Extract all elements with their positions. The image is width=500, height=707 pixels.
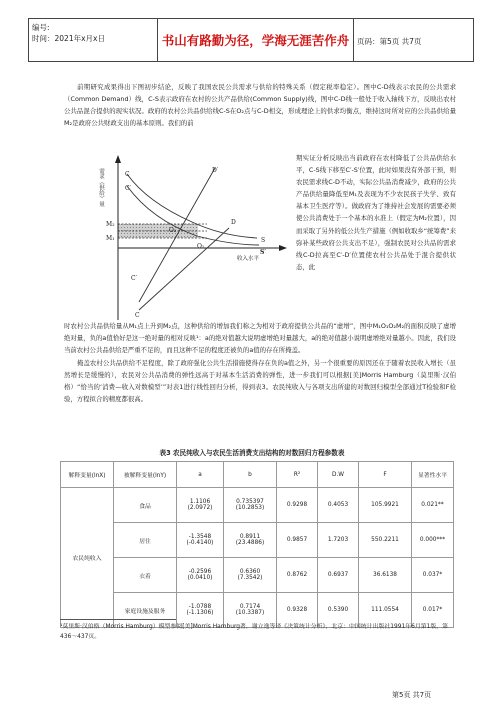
b-value: 0.8911 [239, 534, 261, 540]
b-t-value: (23.4886) [235, 540, 265, 546]
table-row [61, 523, 454, 558]
a-value: -1.3548 [188, 534, 212, 540]
header-number: 编号: [32, 23, 50, 32]
y-axis-label: 需求（供给）量 [98, 168, 104, 207]
table-cell-r2: 0.9298 [277, 488, 318, 523]
table-cell-a [177, 523, 224, 558]
header-meta [32, 22, 105, 44]
table-header: a [177, 462, 224, 488]
x-axis-label: 收入水平 [237, 256, 260, 262]
label-c-top: C [125, 171, 130, 178]
table-header: 解释变量(lnX) [61, 462, 114, 488]
label-m2: M₂ [106, 221, 115, 228]
table-cell-f: 105.9921 [359, 488, 412, 523]
table-caption: 表3 农民纯收入与农民生活消费支出结构的对数回归方程参数表 [159, 449, 345, 457]
label-c-prime-bottom: C′ [131, 275, 137, 282]
table-header: b [224, 462, 277, 488]
label-s: S [261, 237, 266, 244]
paragraph-1: 前期研究成果得出下图初步结论，反映了我国农民公共需求与供给的特殊关系（假定税率稳定）。图中C-D线表示农民的公共需求（Common Demand）线，C-S表示政府在农村的公共产品供给(Common Supply)线，图中C-D线一般处于收入轴线下方，反映出农村公共品混合提供的现实状况。政府的农村公共品供给线C-S在O₂点与C-D相交，形成理论上的供求均衡点，维持这时所对应的公共品供给量M₂是政府公共财政支出的基本原则。我们的前 [64, 83, 456, 128]
table-cell-a [177, 488, 224, 523]
table-cell-name: 食品 [114, 488, 177, 523]
table-cell-f: 550.2211 [359, 523, 412, 558]
label-c-bottom: C [135, 312, 140, 319]
label-c-prime-top: C′ [125, 185, 131, 192]
label-d-prime: D′ [212, 167, 219, 174]
table-row [61, 488, 454, 523]
b-value: 0.735397 [236, 499, 264, 505]
footnote-divider [60, 619, 176, 620]
b-t-value: (10.2853) [235, 505, 265, 511]
a-value: -0.2596 [188, 569, 212, 575]
table-cell-r2: 0.8762 [277, 558, 318, 593]
table-header: R² [277, 462, 318, 488]
header-motto: 书山有路勤为径，学海无涯苦作舟 [157, 19, 354, 61]
table-header: 被解释变量(lnY) [114, 462, 177, 488]
paragraph-4: 掩盖农村公共品供给不足程度，除了政府强化公共生活措施使得存在负的a值之外，另一个很重要的原因还在于随着农民收入增长（虽然增长是缓慢的），农民对公共品消费的弹性远高于对基本生活消费的弹性，进一步我们可以根据[美]Morris Hamburg（莫里斯·汉伯格）“恰当的‘消费—收入对数模型’”对表1进行线性回归分析，得到表3。农民纯收入与各项支出所建的对数回归模型全部通过T检验和F检验，方程拟合的精度都很高。 [64, 359, 456, 404]
table-header: F [359, 462, 412, 488]
table-group-label: 农民纯收入 [61, 488, 114, 628]
paragraph-2: 期实证分析反映出当前政府在农村降低了公共品供给水平，C-S线下移至C′-S′位置，此时如果没有外部干预，则农民需求线C-D不动，实际公共品消费减少，政府的公共产品供给量降低至M₁及表现为不少农民孩子失学、致有基本卫生医疗等）。做政府为了维持社会发展的需要必须使公共消费处于一个基本的水准上（假定为M₂位置），因而采取了另外的低公共生产措施（例如收取乡“统筹费”来弥补某些政府公共支出不足），强制农民对公共品的需求线C-D拉高至C′-D′位置使农村公共品处于混合提供状态，此 [296, 154, 456, 271]
a-t-value: (2.0972) [187, 505, 213, 511]
header-date: 时间：2021年x月x日 [32, 34, 105, 43]
table-cell-name: 家庭设施及服务 [114, 593, 177, 628]
table-cell-sig: 0.037* [412, 558, 454, 593]
label-o2: O₂ [169, 227, 177, 234]
label-s-prime: S′ [260, 249, 266, 256]
header-page: 页码：第5页 共7页 [357, 37, 422, 46]
a-t-value: (-1.1306) [186, 610, 214, 616]
footnote: ¹莫里斯·汉伯格（Morris Hamburg）模型参阅[美]Morris Hamburg著，谢立逸等译《决策统计分析》，北京：中国统计出版社1991年6月第1版，第436～437页。 [60, 624, 449, 640]
table-cell-sig: 0.021** [412, 488, 454, 523]
table-cell-name: 衣着 [114, 558, 177, 593]
b-t-value: (10.3387) [235, 610, 265, 616]
table-cell-b [224, 523, 277, 558]
table-cell-dw: 0.4053 [318, 488, 359, 523]
table-cell-sig: 0.000*** [412, 523, 454, 558]
table-header-row [61, 462, 454, 488]
table-cell-dw: 0.5390 [318, 593, 359, 628]
table-cell-dw: 0.6937 [318, 558, 359, 593]
table-cell-r2: 0.9328 [277, 593, 318, 628]
table-cell-sig: 0.017* [412, 593, 454, 628]
table-cell-b [224, 558, 277, 593]
y-axis-arrow [115, 155, 121, 163]
x-axis-arrow [279, 245, 287, 251]
demand-supply-figure [97, 152, 289, 324]
table-header: 显著性水平 [412, 462, 454, 488]
table-cell-r2: 0.9857 [277, 523, 318, 558]
page-header [28, 18, 474, 62]
table-row [61, 558, 454, 593]
table-cell-name: 居住 [114, 523, 177, 558]
table-cell-a [177, 558, 224, 593]
table-cell-f: 36.6138 [359, 558, 412, 593]
table-cell-b [224, 488, 277, 523]
table-cell-dw: 1.7203 [318, 523, 359, 558]
page-number: 第5页 共7页 [392, 691, 432, 699]
b-value: 0.6360 [239, 569, 261, 575]
a-t-value: (-0.4140) [186, 540, 214, 546]
a-t-value: (0.0410) [187, 575, 213, 581]
b-value: 0.7174 [239, 604, 261, 610]
a-value: 1.1106 [189, 499, 211, 505]
label-m1: M₁ [106, 235, 115, 242]
b-t-value: (7.3542) [237, 575, 263, 581]
regression-table [60, 461, 454, 628]
label-o1: O₁ [197, 243, 205, 250]
label-d: D [231, 219, 236, 226]
a-value: -1.0788 [188, 604, 212, 610]
table-header: D.W [318, 462, 359, 488]
table-cell-f: 111.0554 [359, 593, 412, 628]
paragraph-3: 时农村公共品供给量从M₁点上升到M₂点，这种供给的增加我们称之为相对于政府提供公共品的“虚增”，图中M₁O₁O₂M₂的面积反映了虚增绝对量，负的a值恰好是这一绝对量的相对反映¹：a的绝对值越大说明虚增绝对量越大，a的绝对值越小说明虚增绝对量越小。因此，我们设当前农村公共品供给是严重不足的，而且这种不足的程度还被负的a值的存在所掩盖。 [64, 322, 456, 355]
